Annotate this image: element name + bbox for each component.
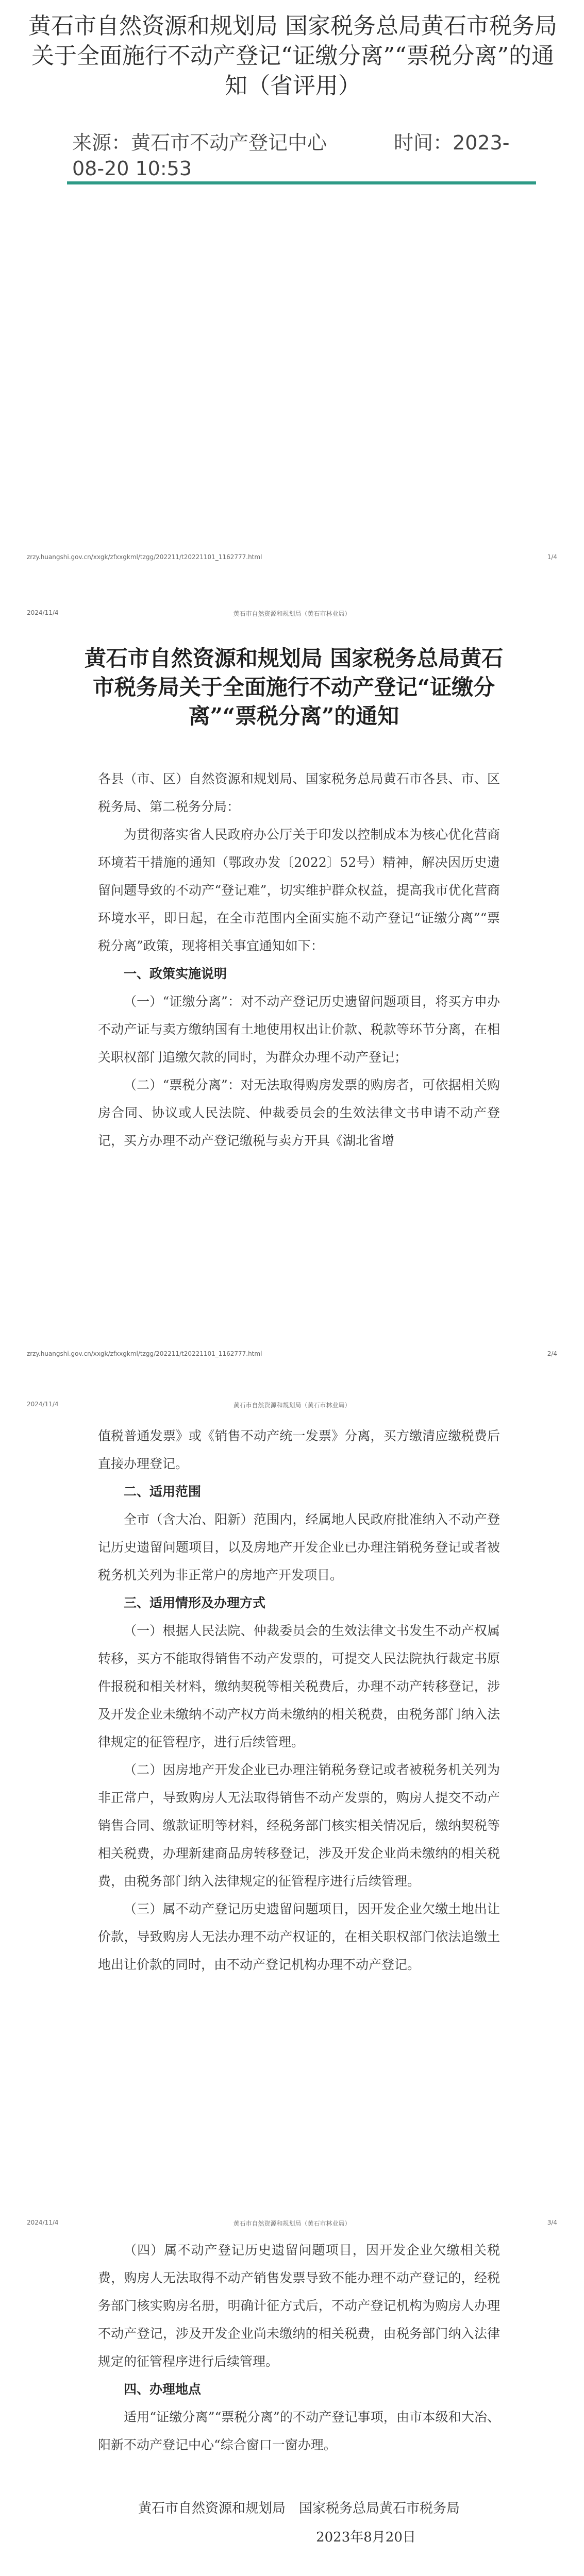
site-name: 黄石市自然资源和规划局（黄石市林业局） bbox=[233, 1402, 351, 1409]
pdf-page-3 bbox=[0, 2211, 584, 2571]
pdf-header bbox=[27, 2219, 557, 2228]
site-name: 黄石市自然资源和规划局（黄石市林业局） bbox=[233, 610, 351, 617]
pdf-header bbox=[27, 1401, 557, 1410]
document-body-page-2 bbox=[98, 1422, 500, 1979]
time-label: 时间：2023-08-20 10:53 bbox=[72, 131, 510, 180]
paragraph: （二）“票税分离”：对无法取得购房发票的购房者，可依据相关购房合同、协议或人民法院、仲裁委员会的生效法律文书申请不动产登记，买方办理不动产登记缴税与卖方开具《湖北省增 bbox=[98, 1077, 500, 1148]
issuer-names: 黄石市自然资源和规划局 国家税务总局黄石市税务局 bbox=[138, 2501, 460, 2516]
page-number: 1/4 bbox=[547, 553, 557, 561]
print-date: 2024/11/4 bbox=[27, 2219, 59, 2226]
pdf-page-2 bbox=[0, 1350, 584, 2020]
document-body-page-3 bbox=[98, 2236, 500, 2459]
document-body-page-1 bbox=[98, 765, 500, 1155]
section-heading: 三、适用情形及办理方式 bbox=[124, 1595, 266, 1610]
print-date: 2024/11/4 bbox=[27, 1401, 59, 1408]
paragraph: （二）因房地产开发企业已办理注销税务登记或者被税务机关列为非正常户，导致购房人无法取得销售不动产发票的，购房人提交不动产销售合同、缴款证明等材料，经税务部门核实相关情况后，缴纳契税等相关税费，办理新建商品房转移登记，涉及开发企业尚未缴纳的相关税费，由税务部门纳入法律规定的征管程序进行后续管理。 bbox=[98, 1762, 500, 1889]
section-heading: 二、适用范围 bbox=[124, 1484, 202, 1499]
paragraph: （四）属不动产登记历史遗留问题项目，因开发企业欠缴相关税费，购房人无法取得不动产销售发票导致不能办理不动产登记的，经税务部门核实购房名册，明确计征方式后，不动产登记机构为购房人办理不动产登记，涉及开发企业尚未缴纳的相关税费，由税务部门纳入法律规定的征管程序进行后续管理。 bbox=[98, 2243, 500, 2369]
site-name: 黄石市自然资源和规划局（黄石市林业局） bbox=[233, 2220, 351, 2227]
pdf-footer bbox=[27, 1350, 557, 1359]
issue-date: 2023年8月20日 bbox=[316, 2530, 416, 2545]
paragraph: （三）属不动产登记历史遗留问题项目，因开发企业欠缴土地出让价款，导致购房人无法办理不动产权证的，在相关职权部门依法追缴土地出让价款的同时，由不动产登记机构办理不动产登记。 bbox=[98, 1901, 500, 1972]
notice-meta bbox=[72, 130, 526, 181]
paragraph: 各县（市、区）自然资源和规划局、国家税务总局黄石市各县、市、区税务局、第二税务分局： bbox=[98, 771, 500, 814]
pdf-header bbox=[27, 609, 557, 618]
paragraph: （一）“证缴分离”：对不动产登记历史遗留问题项目，将买方申办不动产证与卖方缴纳国有土地使用权出让价款、税款等环节分离，在相关职权部门追缴欠款的同时，为群众办理不动产登记； bbox=[98, 994, 500, 1065]
pdf-page-1 bbox=[0, 546, 584, 1148]
signature-block bbox=[98, 2494, 500, 2552]
paragraph: 全市（含大冶、阳新）范围内，经属地人民政府批准纳入不动产登记历史遗留问题项目，以及房地产开发企业已办理注销税务登记或者被税务机关列为非正常户的房地产开发项目。 bbox=[98, 1512, 500, 1582]
source-label: 来源：黄石市不动产登记中心 bbox=[72, 131, 327, 154]
section-heading: 四、办理地点 bbox=[124, 2382, 202, 2397]
paragraph: 适用“证缴分离”“票税分离”的不动产登记事项，由市本级和大冶、阳新不动产登记中心“综合窗口一窗办理。 bbox=[98, 2410, 500, 2452]
page-number: 3/4 bbox=[547, 2219, 557, 2226]
pdf-footer bbox=[27, 553, 557, 563]
page-url: zrzy.huangshi.gov.cn/xxgk/zfxxgkml/tzgg/202211/t20221101_1162777.html bbox=[27, 553, 262, 561]
paragraph: （一）根据人民法院、仲裁委员会的生效法律文书发生不动产权属转移，买方不能取得销售不动产发票的，可提交人民法院执行裁定书原件报税和相关材料，缴纳契税等相关税费后，办理不动产转移登记，涉及开发企业未缴纳不动产权方尚未缴纳的相关税费，由税务部门纳入法律规定的征管程序，进行后续管理。 bbox=[98, 1623, 500, 1749]
page-number: 2/4 bbox=[547, 1350, 557, 1357]
page-url: zrzy.huangshi.gov.cn/xxgk/zfxxgkml/tzgg/202211/t20221101_1162777.html bbox=[27, 1350, 262, 1357]
notice-header bbox=[0, 0, 584, 186]
notice-title: 黄石市自然资源和规划局 国家税务总局黄石市税务局关于全面施行不动产登记“证缴分离”“票税分离”的通知（省评用） bbox=[28, 13, 557, 99]
document-title: 黄石市自然资源和规划局 国家税务总局黄石市税务局关于全面施行不动产登记“证缴分离”“票税分离”的通知 bbox=[84, 646, 504, 729]
section-heading: 一、政策实施说明 bbox=[124, 966, 227, 981]
paragraph: 值税普通发票》或《销售不动产统一发票》分离，买方缴清应缴税费后直接办理登记。 bbox=[98, 1428, 500, 1471]
print-date: 2024/11/4 bbox=[27, 609, 59, 616]
header-divider bbox=[67, 181, 536, 184]
paragraph: 为贯彻落实省人民政府办公厅关于印发以控制成本为核心优化营商环境若干措施的通知（鄂政办发〔2022〕52号）精神，解决因历史遗留问题导致的不动产“登记难”，切实维护群众权益，提高我市优化营商环境水平，即日起，在全市范围内全面实施不动产登记“证缴分离”“票税分离”政策，现将相关事宜通知如下： bbox=[98, 827, 500, 953]
